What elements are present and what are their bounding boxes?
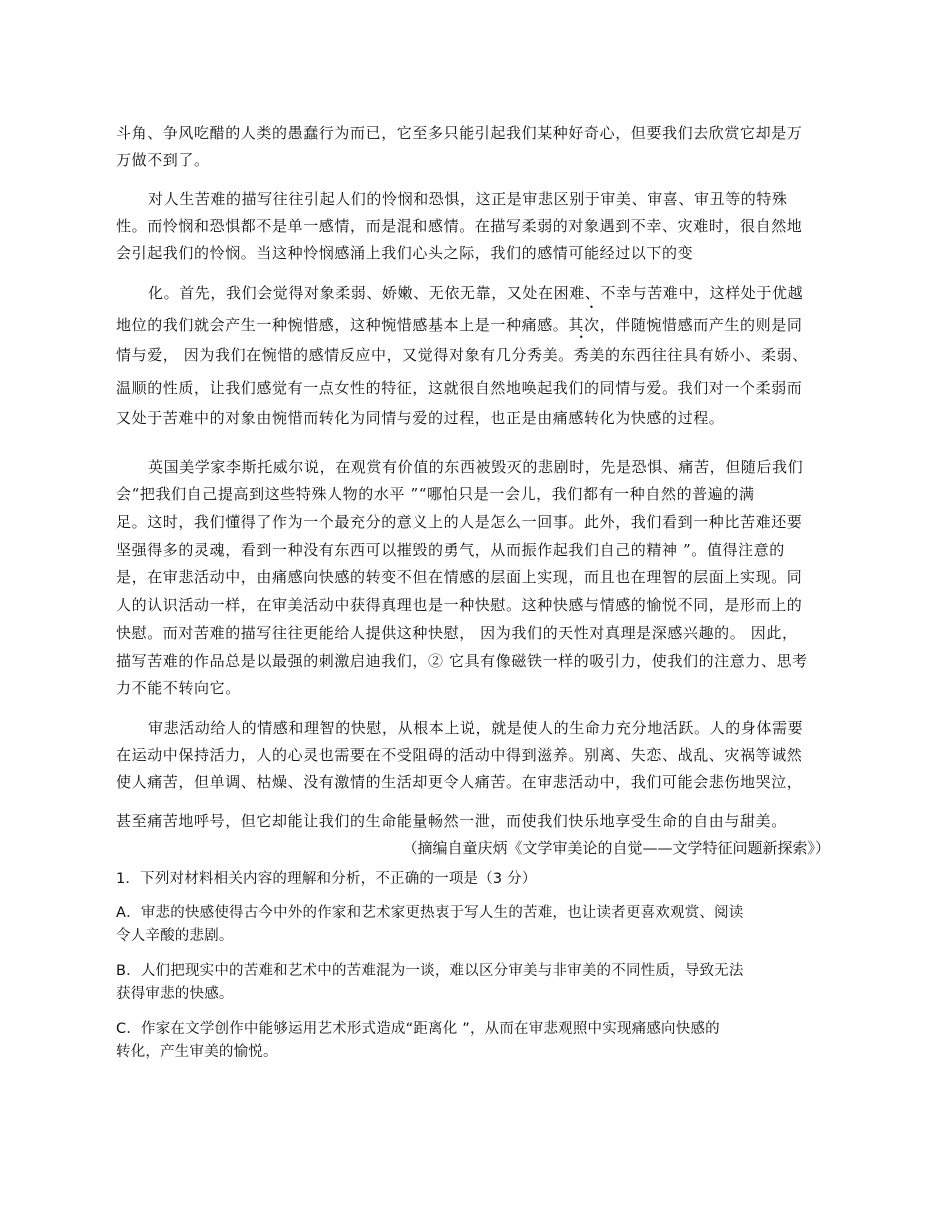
paragraph-line: 万做不到了。: [116, 151, 210, 169]
paragraph-line: 足。这时，我们懂得了作为一个最充分的意义上的人是怎么一回事。此外，我们看到一种比苦难还要: [116, 513, 803, 531]
paragraph-line: 描写苦难的作品总是以最强的刺激启迪我们，② 它具有像磁铁一样的吸引力，使我们的注意力、思考: [116, 652, 808, 670]
text-run: 美的东西往往具有娇小、柔弱、: [589, 346, 808, 364]
paragraph-line: 人的认识活动一样，在审美活动中获得真理也是一种快慰。这种快感与情感的愉悦不同，是形而上的: [116, 596, 803, 614]
paragraph-line: 使人痛苦，但单调、枯燥、没有激情的生活却更令人痛苦。在审悲活动中，我们可能会悲伤地哭泣，: [116, 773, 803, 791]
text-run: 地位的我们就会产生一种惋惜感，这种惋惜感基本上是一种痛感。其: [116, 316, 585, 334]
paragraph-line: 对人生苦难的描写往往引起人们的怜悯和恐惧，这正是审悲区别于审美、审喜、审丑等的特殊: [148, 190, 788, 208]
source-citation: （摘编自童庆炳《文学审美论的自觉——文学特征问题新探索》）: [402, 839, 830, 857]
emphasis-dot-char: 秀: [573, 346, 590, 364]
paragraph-line: 斗角、争风吃醋的人类的愚蠢行为而已，它至多只能引起我们某种好奇心，但要我们去欣赏它却是万: [116, 124, 803, 142]
paragraph-line: 会引起我们的怜悯。当这种怜悯感涌上我们心头之际，我们的感情可能经过以下的变: [116, 244, 694, 262]
paragraph-line: 在运动中保持活力，人的心灵也需要在不受阻碍的活动中得到滋养。别离、失恋、战乱、灾祸等诚然: [116, 746, 803, 764]
paragraph-line: [116, 345, 808, 365]
text-run: ，伴随惋惜感而产生的则是同: [599, 316, 803, 334]
paragraph-line: 英国美学家李斯托威尔说，在观赏有价值的东西被毁灭的悲剧时，先是恐惧、痛苦，但随后我们: [148, 458, 804, 476]
paragraph-line: 坚强得多的灵魂，看到一种没有东西可以摧毁的勇气，从而振作起我们自己的精神 ”。值得注意的: [116, 541, 785, 559]
paragraph-line: 是，在审悲活动中，由痛感向快感的转变不但在情感的层面上实现，而且也在理智的层面上实现。同: [116, 568, 803, 586]
question-stem: 1．下列对材料相关内容的理解和分析，不正确的一项是（3 分）: [116, 871, 537, 887]
paragraph-line: 力不能不转向它。: [116, 679, 241, 697]
paragraph-line: 快慰。而对苦难的描写往往更能给人提供这种快慰， 因为我们的天性对真理是深感兴趣的。 因此，: [116, 624, 798, 642]
paragraph-line: 化。首先，我们会觉得对象柔弱、娇嫩、无依无靠，又处在困难、不幸与苦难中，这样处于优越: [148, 284, 804, 302]
paragraph-line: 温顺的性质，让我们感觉有一点女性的特征，这就很自然地唤起我们的同情与爱。我们对一个柔弱而: [116, 379, 803, 397]
text-run: 情与爱， 因为我们在惋惜的感情反应中，又觉得对象有几分秀美。: [116, 346, 574, 364]
paragraph-line: 又处于苦难中的对象由惋惜而转化为同情与爱的过程，也正是由痛感转化为快感的过程。: [116, 409, 725, 427]
paragraph-line: 会“把我们自己提高到这些特殊人物的水平 ”“哪怕只是一会儿，我们都有一种自然的普遍的满: [116, 485, 755, 503]
emphasis-dot-char: 次: [584, 316, 600, 334]
option-c-continued: 转化，产生审美的愉悦。: [116, 1044, 278, 1060]
paragraph-line: 性。而怜悯和恐惧都不是单一感情，而是混和感情。在描写柔弱的对象遇到不幸、灾难时，很自然地: [116, 217, 803, 235]
paragraph-line: [116, 315, 802, 335]
option-b: B．人们把现实中的苦难和艺术中的苦难混为一谈，难以区分审美与非审美的不同性质，导致无法: [116, 963, 744, 979]
paragraph-line: 甚至痛苦地呼号，但它却能让我们的生命能量畅然一泄，而使我们快乐地享受生命的自由与甜美。: [116, 812, 787, 830]
option-b-continued: 获得审悲的快感。: [116, 986, 234, 1002]
option-a: A．审悲的快感使得古今中外的作家和艺术家更热衷于写人生的苦难，也让读者更喜欢观赏、阅读: [116, 905, 744, 921]
paragraph-line: 审悲活动给人的情感和理智的快慰，从根本上说，就是使人的生命力充分地活跃。人的身体需要: [148, 719, 804, 737]
option-c: C．作家在文学创作中能够运用艺术形式造成“距离化 ”，从而在审悲观照中实现痛感向快感的: [116, 1021, 720, 1037]
option-a-continued: 令人辛酸的悲剧。: [116, 928, 234, 944]
